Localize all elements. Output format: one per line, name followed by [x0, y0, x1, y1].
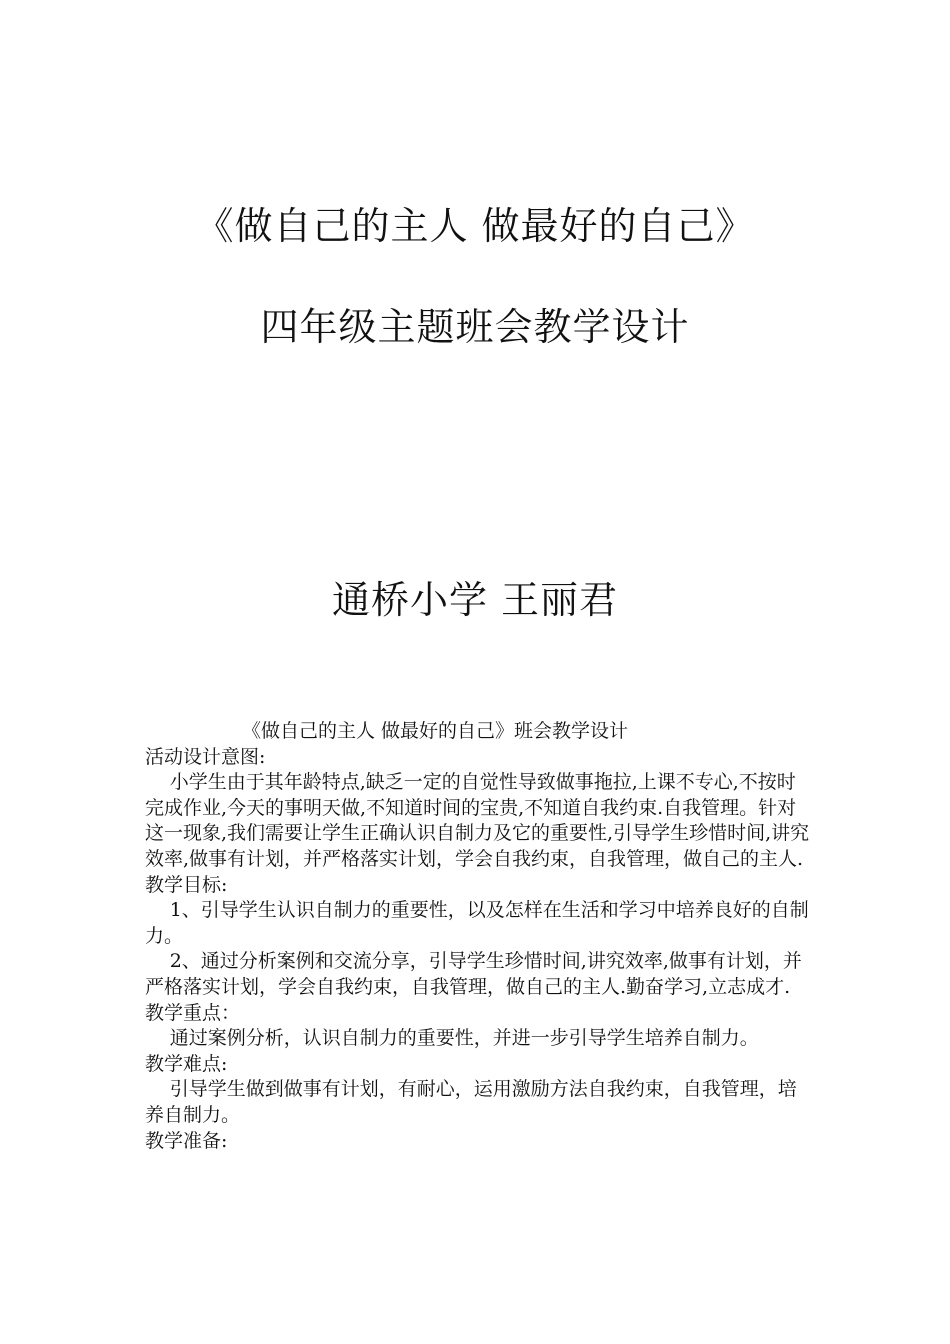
lesson-plan-heading: 《做自己的主人 做最好的自己》班会教学设计	[241, 720, 629, 742]
key-point-text: 通过案例分析，认识自制力的重要性，并进一步引导学生培养自制力。	[169, 1027, 759, 1050]
goals-label: 教学目标:	[145, 873, 228, 896]
intent-label: 活动设计意图:	[145, 745, 266, 768]
cover-title: 《做自己的主人 做最好的自己》	[195, 204, 755, 248]
difficulty-text: 引导学生做到做事有计划，有耐心，运用激励方法自我约束，自我管理，培养自制力。	[145, 1078, 797, 1126]
intent-text: 小学生由于其年龄特点,缺乏一定的自觉性导致做事拖拉,上课不专心,不按时完成作业,今天的事明天做,不知道时间的宝贵,不知道自我约束.自我管理。针对这一现象,我们需要让学生正确认识自制力及它的重要性,引导学生珍惜时间,讲究效率,做事有计划，并严格落实计划，学会自我约束，自我管理，做自己的主人.	[145, 771, 810, 870]
lesson-plan-body	[145, 719, 813, 1154]
difficulty-label: 教学难点:	[145, 1052, 228, 1075]
cover-author: 通桥小学 王丽君	[331, 578, 619, 622]
key-point-label: 教学重点：	[145, 1001, 241, 1024]
cover-subtitle: 四年级主题班会教学设计	[260, 305, 690, 349]
goal-1: 1、引导学生认识自制力的重要性，以及怎样在生活和学习中培养良好的自制力。	[145, 899, 809, 947]
goal-2: 2、通过分析案例和交流分享，引导学生珍惜时间,讲究效率,做事有计划，并严格落实计划，学会自我约束，自我管理，做自己的主人.勤奋学习,立志成才.	[145, 950, 802, 998]
preparation-label: 教学准备:	[145, 1129, 228, 1152]
